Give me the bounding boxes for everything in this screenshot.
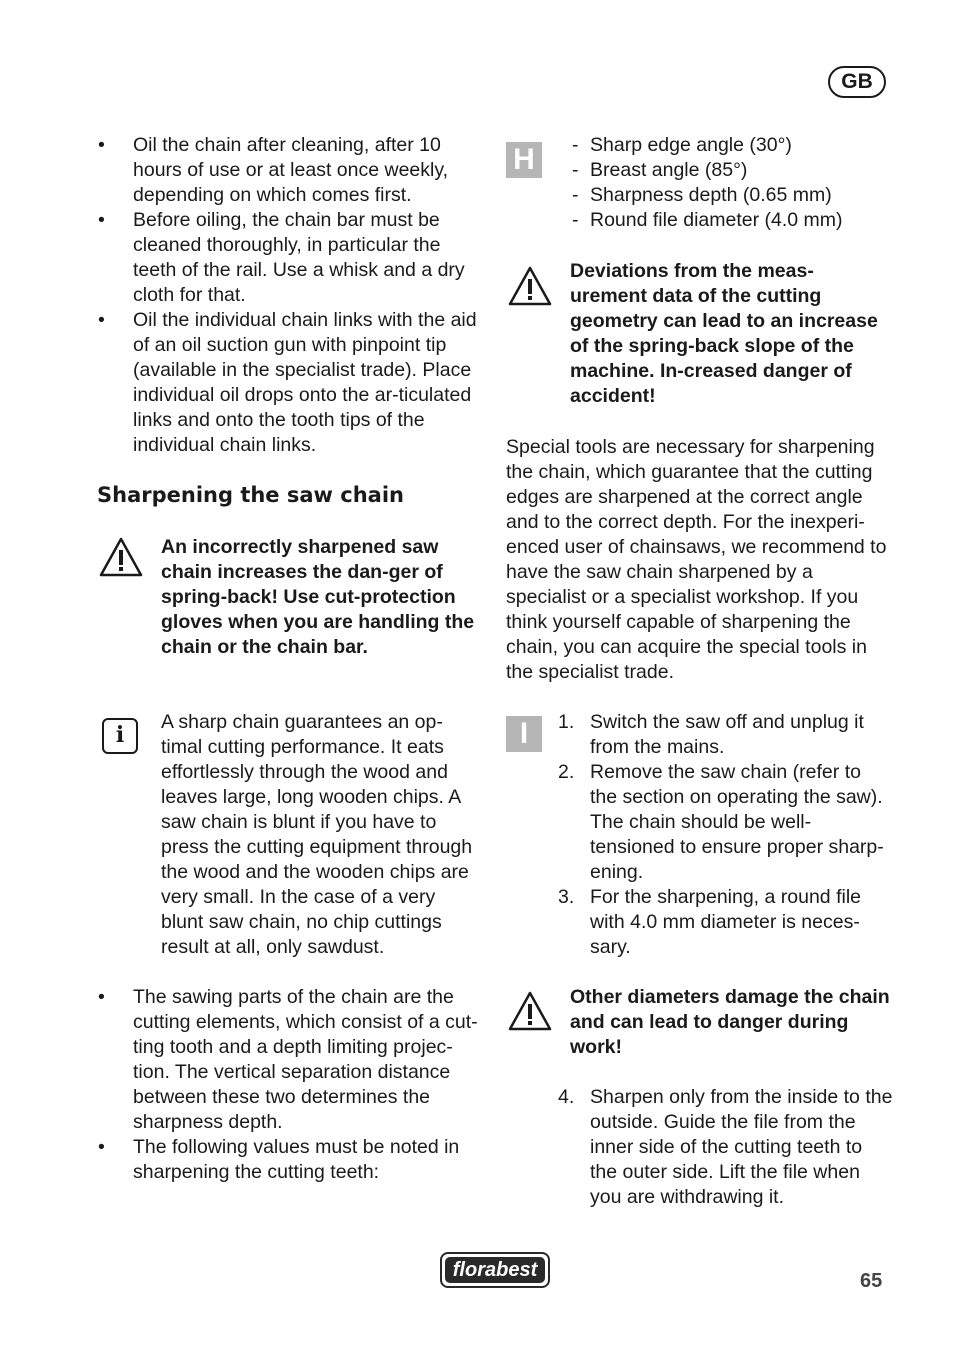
page-number: 65: [860, 1270, 883, 1292]
warning-text: An incorrectly sharpened saw chain increases the dan-ger of spring-back! Use cut-protection gloves when you are handling the chain or the chain bar.: [161, 536, 475, 658]
warning-icon: [98, 536, 144, 578]
steps-list: [558, 710, 893, 960]
list-item: - Sharpness depth (0.65 mm): [572, 183, 892, 208]
list-item: • Oil the chain after cleaning, after 10 hours of use or at least once weekly, depending on which comes first.: [98, 133, 483, 208]
step-marker-i: I: [506, 716, 542, 752]
list-item: • The following values must be noted in sharpening the cutting teeth:: [98, 1135, 488, 1185]
list-item: - Sharp edge angle (30°): [572, 133, 892, 158]
list-item: • Oil the individual chain links with the aid of an oil suction gun with pinpoint tip (available in the specialist trade). Place individual oil drops onto the ar-ticulated links and onto the tooth tips of the individual chain links.: [98, 308, 483, 458]
list-item: 4. Sharpen only from the inside to the outside. Guide the file from the inner side of the cutting teeth to the outer side. Lift the file when you are withdrawing it.: [558, 1086, 893, 1208]
sharpening-paragraph: Special tools are necessary for sharpening the chain, which guarantee that the cutting edges are sharpened at the correct angle and to the correct depth. For the inexperi-enced user of chainsaws, we recommend to have the saw chain sharpened by a specialist or a specialist workshop. If you think yourself capable of sharpening the chain, you can acquire the special tools in the specialist trade.: [506, 436, 887, 683]
values-list: [572, 133, 892, 233]
oiling-bullet-list: [98, 133, 483, 458]
warning-icon: [507, 265, 553, 307]
list-item: - Round file diameter (4.0 mm): [572, 208, 892, 233]
info-icon: i: [102, 718, 138, 754]
section-title: Sharpening the saw chain: [97, 483, 404, 507]
step-4-list: [558, 1085, 893, 1210]
warning-text: Deviations from the meas-urement data of the cutting geometry can lead to an increase of the spring-back slope of the machine. In-creased danger of accident!: [570, 260, 878, 407]
warning-icon: [507, 990, 553, 1032]
cutting-bullet-list: [98, 985, 488, 1185]
list-item: • Before oiling, the chain bar must be cleaned thoroughly, in particular the teeth of the rail. Use a whisk and a dry cloth for that.: [98, 208, 483, 308]
step-marker-h: H: [506, 142, 542, 178]
list-item: - Breast angle (85°): [572, 158, 892, 183]
list-item: 3. For the sharpening, a round file with 4.0 mm diameter is neces-sary.: [558, 886, 862, 958]
list-item: 1. Switch the saw off and unplug it from the mains.: [558, 711, 864, 758]
info-text: A sharp chain guarantees an op-timal cutting performance. It eats effortlessly through the wood and leaves large, long wooden chips. A saw chain is blunt if you have to press the cutting equipment through the wood and the wooden chips are very small. In the case of a very blunt saw chain, no chip cuttings result at all, only sawdust.: [161, 711, 473, 958]
logo-text: florabest: [445, 1257, 545, 1283]
list-item: 2. Remove the saw chain (refer to the section on operating the saw). The chain should be well-tensioned to ensure proper sharp-ening.: [558, 761, 884, 883]
language-badge: GB: [828, 66, 886, 98]
brand-logo: [440, 1252, 550, 1288]
warning-text: Other diameters damage the chain and can lead to danger during work!: [570, 986, 890, 1058]
list-item: • The sawing parts of the chain are the cutting elements, which consist of a cut-ting tooth and a depth limiting projec-tion. The vertical separation distance between these two determines the sharpness depth.: [98, 985, 488, 1135]
